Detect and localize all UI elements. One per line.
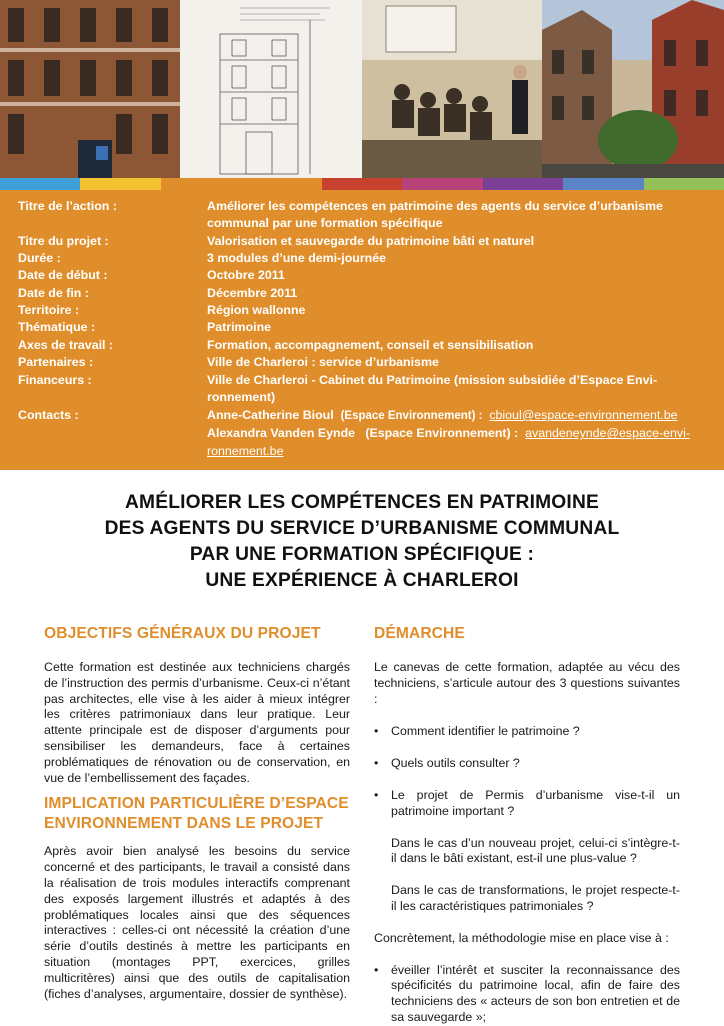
info-label: Financeurs : <box>18 373 92 387</box>
paragraph: Après avoir bien analysé les besoins du service concerné et des participants, le travail a consisté dans la réalisation de trois modules interactifs comprenant des exposés largement illustrés et adaptés à des problématiques locales ainsi que des séquences interactives : celles-ci ont nécessité la création d’une série d’outils destinés à mettre les participants en situation (montages PPT, exercices, grilles multicritères) ainsi que des outils de capitalisation (fiches d’analyses, argumentaire, dossier de synthèse). <box>44 844 350 1001</box>
brick-facade-photo <box>0 0 180 178</box>
color-band-segment <box>402 178 482 190</box>
info-label: Contacts : <box>18 408 79 422</box>
info-row-thematique <box>18 319 708 336</box>
color-band-segment <box>80 178 160 190</box>
title-line: UNE EXPÉRIENCE À CHARLEROI <box>205 570 519 591</box>
info-row-date-fin <box>18 285 708 302</box>
classroom-photo <box>362 0 542 178</box>
title-line: AMÉLIORER LES COMPÉTENCES EN PATRIMOINE <box>124 492 599 513</box>
info-value: Patrimoine <box>207 320 272 334</box>
info-value-line: ronnement) <box>207 390 276 405</box>
color-band <box>0 178 724 190</box>
contact-name: Alexandra Vanden Eynde <box>207 426 356 441</box>
info-label: Date de fin : <box>18 286 89 300</box>
info-value: 3 modules d’une demi-journée <box>207 251 387 265</box>
contact-email-link[interactable]: ronnement.be <box>207 443 284 458</box>
info-value: Décembre 2011 <box>207 286 298 300</box>
contact-line <box>207 425 708 442</box>
info-row-titre-projet <box>18 233 708 250</box>
right-column <box>374 624 680 1026</box>
paragraph: Le canevas de cette formation, adaptée au vécu des techniciens, s’articule autour des 3 questions suivantes : <box>374 660 680 706</box>
info-row-territoire <box>18 302 708 319</box>
list-item: • Le projet de Permis d’urbanisme vise-t-il un patrimoine important ? <box>374 788 680 820</box>
info-value: Formation, accompagnement, conseil et sensibilisation <box>207 338 534 352</box>
color-band-segment <box>563 178 643 190</box>
info-row-date-debut <box>18 267 708 284</box>
paragraph: Dans le cas de transformations, le projet respecte-t-il les caractéristiques patrimoniales ? <box>391 883 680 913</box>
color-band-segment <box>483 178 563 190</box>
contact-name: Anne-Catherine Bioul <box>207 408 334 422</box>
contact-email-link[interactable]: cbioul@espace-environnement.be <box>489 408 678 422</box>
info-label: Durée : <box>18 251 61 265</box>
project-info-panel <box>0 190 724 470</box>
info-value-line: communal par une formation spécifique <box>207 216 443 231</box>
info-row-duree <box>18 250 708 267</box>
heading-line: IMPLICATION PARTICULIÈRE D’ESPACE <box>44 795 349 813</box>
architectural-drawing <box>180 0 362 178</box>
info-value <box>207 198 708 233</box>
info-value <box>207 407 708 460</box>
contact-line <box>207 443 708 460</box>
info-value: Octobre 2011 <box>207 268 285 282</box>
info-value <box>207 372 708 407</box>
info-value: Valorisation et sauvegarde du patrimoine bâti et naturel <box>207 234 535 248</box>
contact-email-link[interactable]: avandeneynde@espace-envi- <box>525 426 690 441</box>
question-list <box>374 724 680 819</box>
photo-strip <box>0 0 724 178</box>
info-label: Titre de l’action : <box>18 199 117 213</box>
paragraph: Dans le cas d’un nouveau projet, celui-ci s’intègre-t-il dans le bâti existant, est-il une plus-value ? <box>391 835 680 866</box>
title-line: DES AGENTS DU SERVICE D’URBANISME COMMUNAL <box>104 518 620 539</box>
left-column <box>44 624 350 1002</box>
info-row-axes <box>18 337 708 354</box>
info-row-financeurs <box>18 372 708 407</box>
contact-org: (Espace Environnement) : <box>365 426 519 441</box>
color-band-segment <box>161 178 241 190</box>
info-value-line: Améliorer les compétences en patrimoine des agents du service d’urbanisme <box>207 199 663 213</box>
info-label: Titre du projet : <box>18 234 109 248</box>
info-label: Partenaires : <box>18 355 94 369</box>
info-row-partenaires <box>18 354 708 371</box>
info-label: Territoire : <box>18 303 80 317</box>
list-item: • Quels outils consulter ? <box>374 756 680 772</box>
color-band-segment <box>644 178 724 190</box>
title-line: PAR UNE FORMATION SPÉCIFIQUE : <box>189 544 535 565</box>
contact-org: (Espace Environnement) : <box>340 410 483 422</box>
paragraph: Concrètement, la méthodologie mise en place vise à : <box>374 930 669 945</box>
page-title <box>40 490 684 594</box>
heading-line: ENVIRONNEMENT DANS LE PROJET <box>44 815 324 833</box>
method-list <box>374 963 680 1026</box>
color-band-segment <box>322 178 402 190</box>
info-value-line: Ville de Charleroi - Cabinet du Patrimoine (mission subsidiée d’Espace Envi- <box>207 373 658 387</box>
info-value: Région wallonne <box>207 303 306 317</box>
paragraph: Cette formation est destinée aux techniciens chargés de l’instruction des permis d’urbanisme. Ceux-ci n’étant pas architectes, elle vise à les aider à mieux intégrer les critères patrimoniaux dans leur pratique. Leur attente principale est de disposer d’arguments pour sensibiliser les demandeurs, face à certaines problématiques de rénovation ou de conservation, en vue de l’embellissement des façades. <box>44 660 350 785</box>
section-heading <box>44 794 350 834</box>
color-band-segment <box>241 178 321 190</box>
info-label: Axes de travail : <box>18 338 114 352</box>
info-value: Ville de Charleroi : service d’urbanisme <box>207 355 439 369</box>
contact-line <box>207 407 708 425</box>
street-houses-photo <box>542 0 724 178</box>
info-row-titre-action <box>18 198 708 233</box>
info-row-contacts <box>18 407 708 460</box>
info-label: Thématique : <box>18 320 96 334</box>
list-item: • Comment identifier le patrimoine ? <box>374 724 680 740</box>
section-heading: OBJECTIFS GÉNÉRAUX DU PROJET <box>44 625 321 642</box>
section-heading: DÉMARCHE <box>374 625 465 642</box>
color-band-segment <box>0 178 80 190</box>
list-item: • éveiller l’intérêt et susciter la reconnaissance des spécificités du patrimoine local, afin de faire des techniciens des « acteurs de son bon entretien et de sa sauvegarde »; <box>374 963 680 1026</box>
info-label: Date de début : <box>18 268 108 282</box>
